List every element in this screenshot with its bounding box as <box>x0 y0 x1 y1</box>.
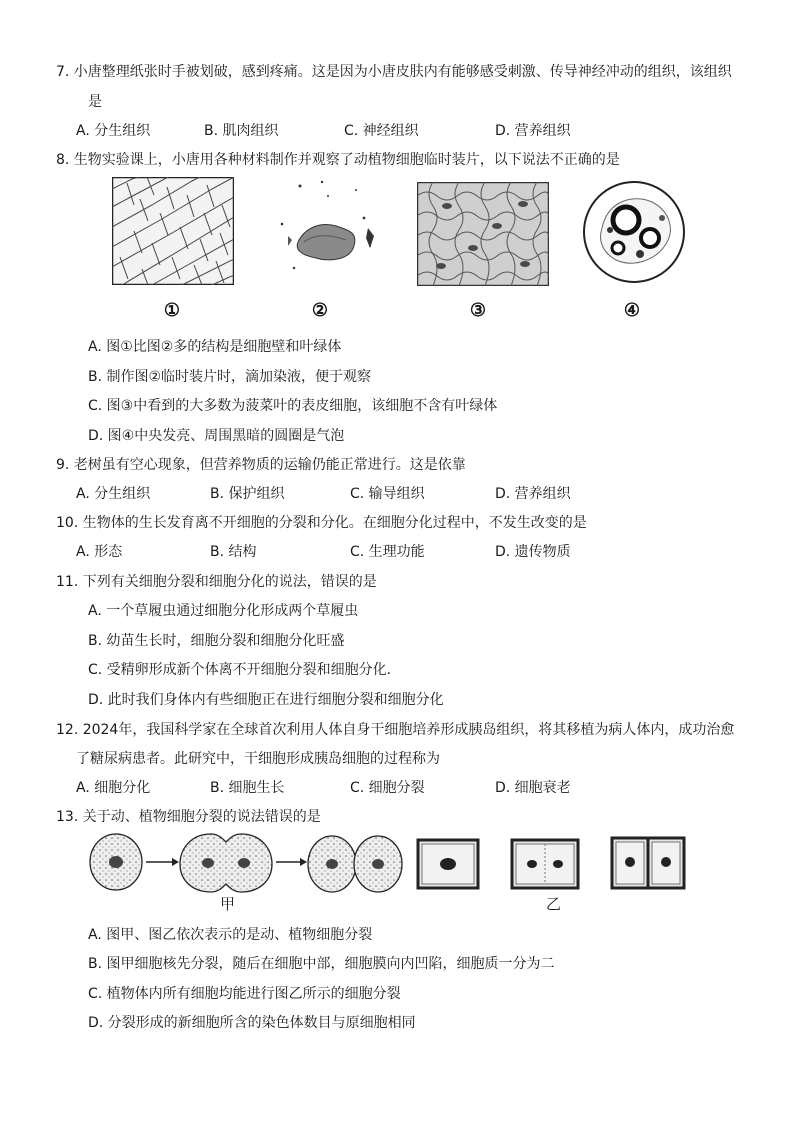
q9-stem: 9. 老树虽有空心现象，但营养物质的运输仍能正常进行。这是依靠 <box>56 457 466 473</box>
q7-option-c: C. 神经组织 <box>344 123 419 139</box>
figure-1-onion-epidermis <box>112 177 234 285</box>
figure-3-label: ③ <box>469 300 487 321</box>
q7-option-a: A. 分生组织 <box>76 123 151 139</box>
q8-option-d: D. 图④中央发亮、周围黑暗的圆圈是气泡 <box>88 428 345 444</box>
q7-stem-line2: 是 <box>88 94 102 110</box>
q9-option-a: A. 分生组织 <box>76 486 151 502</box>
q12-stem-line1: 12. 2024年，我国科学家在全球首次利用人体自身干细胞培养形成胰岛组织，将其移植为病人体内，成功治愈 <box>56 722 735 738</box>
figure-2-cheek-cell <box>270 176 380 276</box>
q10-option-b: B. 结构 <box>210 544 257 560</box>
q12-option-c: C. 细胞分裂 <box>350 780 425 796</box>
q11-stem: 11. 下列有关细胞分裂和细胞分化的说法，错误的是 <box>56 574 377 590</box>
q11-option-a: A. 一个草履虫通过细胞分化形成两个草履虫 <box>88 603 359 619</box>
q9-option-c: C. 输导组织 <box>350 486 425 502</box>
q13-option-b: B. 图甲细胞核先分裂，随后在细胞中部，细胞膜向内凹陷，细胞质一分为二 <box>88 956 555 972</box>
q10-option-d: D. 遗传物质 <box>495 544 571 560</box>
figure-4-microscope-view <box>582 180 686 284</box>
q12-option-b: B. 细胞生长 <box>210 780 285 796</box>
q7-option-d: D. 营养组织 <box>495 123 571 139</box>
q11-option-d: D. 此时我们身体内有些细胞正在进行细胞分裂和细胞分化 <box>88 692 444 708</box>
q13-option-a: A. 图甲、图乙依次表示的是动、植物细胞分裂 <box>88 927 373 943</box>
q12-option-a: A. 细胞分化 <box>76 780 151 796</box>
q7-option-b: B. 肌肉组织 <box>204 123 279 139</box>
q10-stem: 10. 生物体的生长发育离不开细胞的分裂和分化。在细胞分化过程中，不发生改变的是 <box>56 515 587 531</box>
q8-stem: 8. 生物实验课上，小唐用各种材料制作并观察了动植物细胞临时装片，以下说法不正确的是 <box>56 152 620 168</box>
q13-option-d: D. 分裂形成的新细胞所含的染色体数目与原细胞相同 <box>88 1015 416 1031</box>
q13-stem: 13. 关于动、植物细胞分裂的说法错误的是 <box>56 809 321 825</box>
q9-option-d: D. 营养组织 <box>495 486 571 502</box>
figure-1-label: ① <box>163 300 181 321</box>
q13-option-c: C. 植物体内所有细胞均能进行图乙所示的细胞分裂 <box>88 986 401 1002</box>
figure-3-leaf-epidermis <box>417 182 549 286</box>
figure-yi-label: 乙 <box>546 895 562 913</box>
q8-option-c: C. 图③中看到的大多数为菠菜叶的表皮细胞，该细胞不含有叶绿体 <box>88 398 498 414</box>
q9-option-b: B. 保护组织 <box>210 486 285 502</box>
figure-4-label: ④ <box>623 300 641 321</box>
q8-option-b: B. 制作图②临时装片时，滴加染液，便于观察 <box>88 369 372 385</box>
q11-option-b: B. 幼苗生长时，细胞分裂和细胞分化旺盛 <box>88 633 345 649</box>
q11-option-c: C. 受精卵形成新个体离不开细胞分裂和细胞分化. <box>88 662 392 678</box>
figure-jia-animal-cell-division <box>86 830 406 898</box>
q12-option-d: D. 细胞衰老 <box>495 780 571 796</box>
figure-yi-plant-cell-division <box>412 834 692 894</box>
q7-stem-line1: 7. 小唐整理纸张时手被划破，感到疼痛。这是因为小唐皮肤内有能够感受刺激、传导神经冲动的组织，该组织 <box>56 64 732 80</box>
q10-option-c: C. 生理功能 <box>350 544 425 560</box>
q10-option-a: A. 形态 <box>76 544 123 560</box>
q12-stem-line2: 了糖尿病患者。此研究中，干细胞形成胰岛细胞的过程称为 <box>76 751 440 767</box>
q8-option-a: A. 图①比图②多的结构是细胞壁和叶绿体 <box>88 339 342 355</box>
figure-jia-label: 甲 <box>220 895 236 913</box>
figure-2-label: ② <box>311 300 329 321</box>
